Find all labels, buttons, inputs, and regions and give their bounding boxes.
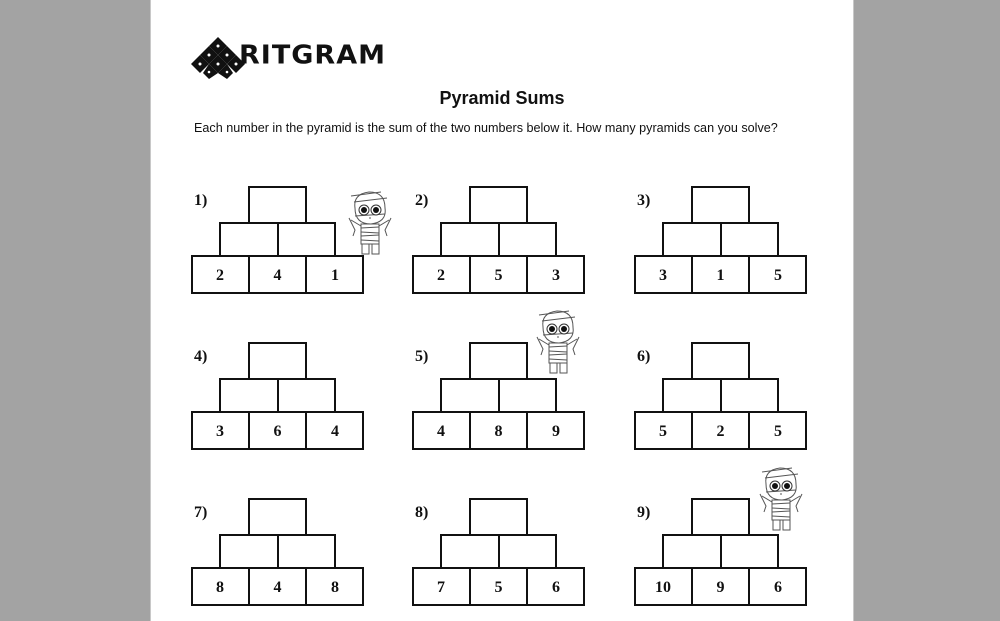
- bottom-cell: 9: [716, 578, 725, 596]
- middle-cell-right[interactable]: [277, 534, 336, 571]
- pyramid-number: 1): [194, 192, 208, 209]
- mummy-icon: [341, 188, 399, 256]
- bottom-cell: 6: [273, 422, 282, 440]
- instructions: Each number in the pyramid is the sum of the two numbers below it. How many pyramids can you solve?: [194, 121, 778, 135]
- top-cell[interactable]: [691, 498, 750, 536]
- middle-cell-left[interactable]: [662, 378, 722, 415]
- bottom-cell: 4: [273, 266, 282, 284]
- triangle-logo-icon: [191, 35, 245, 79]
- top-cell[interactable]: [469, 498, 528, 536]
- pyramid-number: 9): [637, 504, 651, 521]
- middle-cell-left[interactable]: [219, 378, 279, 415]
- pyramid-number: 6): [637, 348, 651, 365]
- middle-cell-right[interactable]: [277, 222, 336, 259]
- middle-cell-right[interactable]: [498, 222, 557, 259]
- logo-text: RITGRAM: [239, 40, 386, 70]
- bottom-cell: 3: [216, 422, 224, 440]
- bottom-cell: 1: [716, 266, 725, 284]
- pyramid-number: 4): [194, 348, 208, 365]
- middle-cell-left[interactable]: [440, 222, 500, 259]
- middle-cell-right[interactable]: [720, 378, 779, 415]
- top-cell[interactable]: [248, 186, 307, 224]
- top-cell[interactable]: [691, 186, 750, 224]
- pyramid-6: [634, 338, 809, 448]
- pyramid-number: 5): [415, 348, 429, 365]
- bottom-cell: 5: [494, 578, 503, 596]
- middle-cell-left[interactable]: [662, 222, 722, 259]
- pyramid-4: [191, 338, 366, 448]
- bottom-cell: 4: [437, 422, 445, 440]
- pyramid-3: [634, 182, 809, 292]
- bottom-cell: 2: [716, 422, 725, 440]
- bottom-cell: 5: [659, 422, 667, 440]
- bottom-cell: 8: [216, 578, 224, 596]
- top-cell[interactable]: [248, 498, 307, 536]
- bottom-cell: 9: [552, 422, 560, 440]
- bottom-cell: 10: [655, 578, 671, 596]
- bottom-cell: 5: [774, 422, 782, 440]
- pyramid-1: [191, 182, 366, 292]
- bottom-cell: 3: [659, 266, 667, 284]
- middle-cell-right[interactable]: [720, 222, 779, 259]
- bottom-cell: 6: [774, 578, 782, 596]
- bottom-cell: 1: [331, 266, 339, 284]
- middle-cell-left[interactable]: [219, 534, 279, 571]
- pyramid-number: 8): [415, 504, 429, 521]
- bottom-cell: 4: [273, 578, 282, 596]
- bottom-cell: 5: [494, 266, 503, 284]
- bottom-cell: 3: [552, 266, 560, 284]
- bottom-cell: 5: [774, 266, 782, 284]
- middle-cell-left[interactable]: [440, 378, 500, 415]
- pyramid-8: [412, 494, 587, 604]
- middle-cell-right[interactable]: [720, 534, 779, 571]
- top-cell[interactable]: [691, 342, 750, 380]
- middle-cell-left[interactable]: [219, 222, 279, 259]
- worksheet-page: [150, 0, 854, 621]
- pyramid-7: [191, 494, 366, 604]
- pyramid-number: 2): [415, 192, 429, 209]
- pyramid-number: 3): [637, 192, 651, 209]
- middle-cell-left[interactable]: [440, 534, 500, 571]
- bottom-cell: 6: [552, 578, 560, 596]
- page-title: Pyramid Sums: [439, 88, 565, 108]
- bottom-cell: 4: [331, 422, 339, 440]
- bottom-cell: 2: [216, 266, 224, 284]
- logo: [191, 35, 386, 79]
- middle-cell-right[interactable]: [498, 378, 557, 415]
- middle-cell-left[interactable]: [662, 534, 722, 571]
- top-cell[interactable]: [469, 342, 528, 380]
- bottom-cell: 7: [437, 578, 445, 596]
- top-cell[interactable]: [248, 342, 307, 380]
- bottom-cell: 2: [437, 266, 445, 284]
- pyramid-number: 7): [194, 504, 208, 521]
- bottom-cell: 8: [494, 422, 503, 440]
- mummy-icon: [752, 464, 810, 532]
- middle-cell-right[interactable]: [498, 534, 557, 571]
- top-cell[interactable]: [469, 186, 528, 224]
- mummy-icon: [529, 307, 587, 375]
- middle-cell-right[interactable]: [277, 378, 336, 415]
- pyramid-2: [412, 182, 587, 292]
- bottom-cell: 8: [331, 578, 339, 596]
